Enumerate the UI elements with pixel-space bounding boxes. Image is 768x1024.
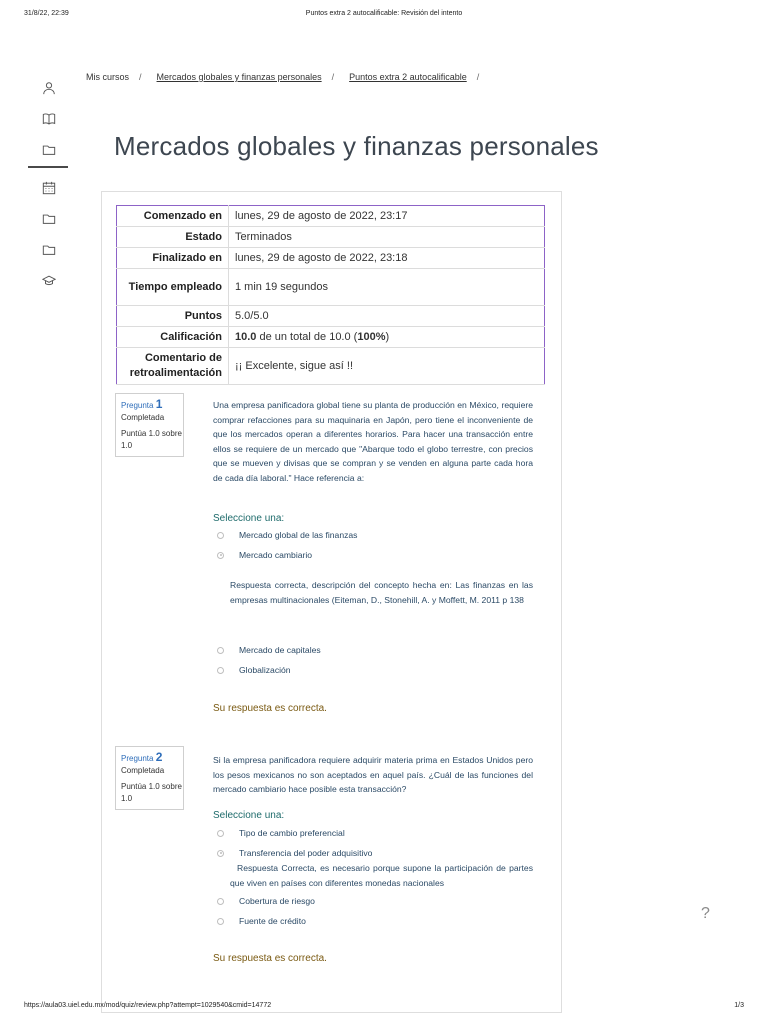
option-label: Mercado cambiario [239,550,313,560]
summary-row-started [117,206,545,227]
print-url: https://aula03.uiel.edu.mx/mod/quiz/review.php?attempt=1029540&cmid=14772 [24,1002,272,1009]
summary-value: 1 min 19 segundos [229,269,545,306]
grade-score: 10.0 [235,331,257,343]
folder-icon[interactable] [28,134,70,165]
question-label: Pregunta [121,401,154,410]
page-title: Mercados globales y finanzas personales [114,131,599,161]
radio-button[interactable] [217,552,224,559]
answer-option[interactable] [217,916,306,926]
question-number: 2 [155,750,163,764]
grade-percent: 100% [357,331,386,343]
question-mark: Puntúa 1.0 sobre 1.0 [121,782,182,803]
book-icon[interactable] [28,103,70,134]
summary-label: Calificación [117,327,229,348]
summary-row-grade [117,327,545,348]
attempt-summary-table [116,205,545,385]
summary-value: ¡¡ Excelente, sigue así !! [229,348,545,385]
folder-icon[interactable] [28,234,70,265]
option-label: Cobertura de riesgo [239,896,315,906]
option-label: Mercado de capitales [239,645,321,655]
answer-option[interactable] [217,896,315,906]
folder-icon[interactable] [28,203,70,234]
select-label: Seleccione una: [213,513,285,524]
answer-option[interactable] [217,848,372,858]
question-text: Una empresa panificadora global tiene su planta de producción en México, requiere comprar refacciones para su maquinaria en Japón, pero tiene el inconveniente de que los mercados operan a diferentes horarios. Para hacer una transacción entre ellos se requiere de un mercado que "Abarque todo el globo terrestre, con precios que se mueven y divisas que se compran y se venden en alguna parte cada hora de cada día laboral." Hace referencia a: [213,400,533,483]
breadcrumb-activity[interactable]: Puntos extra 2 autocalificable [349,72,467,82]
breadcrumb-separator: / [139,72,142,82]
radio-button[interactable] [217,667,224,674]
answer-option[interactable] [217,828,345,838]
question-state: Completada [121,413,165,422]
answer-option[interactable] [217,550,312,560]
answer-option[interactable] [217,665,291,675]
print-page-number: 1/3 [734,1002,744,1009]
grade-close: ) [385,331,390,343]
breadcrumb [86,72,494,82]
result-message: Su respuesta es correcta. [213,703,327,714]
question-info [115,746,184,810]
answer-option[interactable] [217,645,321,655]
result-message: Su respuesta es correcta. [213,953,327,964]
summary-value: Terminados [229,227,545,248]
calendar-icon[interactable] [28,172,70,203]
radio-button[interactable] [217,830,224,837]
summary-value: lunes, 29 de agosto de 2022, 23:18 [229,248,545,269]
help-icon[interactable]: ? [701,905,710,922]
print-date: 31/8/22, 22:39 [24,10,69,17]
summary-value: 5.0/5.0 [229,306,545,327]
option-label: Transferencia del poder adquisitivo [239,848,373,858]
question-mark: Puntúa 1.0 sobre 1.0 [121,429,182,450]
radio-button[interactable] [217,918,224,925]
radio-button[interactable] [217,850,224,857]
summary-row-state [117,227,545,248]
summary-label: Estado [117,227,229,248]
summary-value: lunes, 29 de agosto de 2022, 23:17 [229,206,545,227]
question-label: Pregunta [121,754,154,763]
summary-row-finished [117,248,545,269]
question-state: Completada [121,766,165,775]
summary-row-feedback [117,348,545,385]
summary-value [229,327,545,348]
question-info [115,393,184,457]
radio-button[interactable] [217,532,224,539]
summary-row-points [117,306,545,327]
question-number: 1 [155,397,163,411]
breadcrumb-separator: / [331,72,335,82]
option-label: Fuente de crédito [239,916,306,926]
question-text: Si la empresa panificadora requiere adquirir materia prima en Estados Unidos pero los pesos mexicanos no son aceptados en aquel país. ¿Cuál de las funciones del mercado cambiario hace posible esta transacción? [213,755,533,794]
summary-label: Comenzado en [117,206,229,227]
print-title: Puntos extra 2 autocalificable: Revisión del intento [305,10,463,17]
breadcrumb-course[interactable]: Mercados globales y finanzas personales [156,72,322,82]
specific-feedback: Respuesta Correcta, es necesario porque supone la participación de partes que viven en países con diferentes monedas nacionales [230,863,533,888]
summary-label: Puntos [117,306,229,327]
option-label: Globalización [239,665,291,675]
radio-button[interactable] [217,647,224,654]
select-label: Seleccione una: [213,810,285,821]
graduation-cap-icon[interactable] [28,265,70,296]
summary-label: Comentario de retroalimentación [117,348,229,385]
option-label: Mercado global de las finanzas [239,530,358,540]
summary-row-time [117,269,545,306]
user-icon[interactable] [28,72,70,103]
nav-active-indicator [28,166,68,168]
summary-label: Finalizado en [117,248,229,269]
grade-total: de un total de 10.0 ( [256,331,358,343]
breadcrumb-my-courses[interactable]: Mis cursos [86,72,130,82]
summary-label: Tiempo empleado [117,269,229,306]
specific-feedback: Respuesta correcta, descripción del concepto hecha en: Las finanzas en las empresas multinacionales (Eiteman, D., Stonehill, A. y Moffett, M. 2011 p 138 [230,580,533,605]
option-label: Tipo de cambio preferencial [239,828,345,838]
answer-option[interactable] [217,530,357,540]
breadcrumb-separator: / [476,72,480,82]
radio-button[interactable] [217,898,224,905]
side-nav [28,72,70,296]
